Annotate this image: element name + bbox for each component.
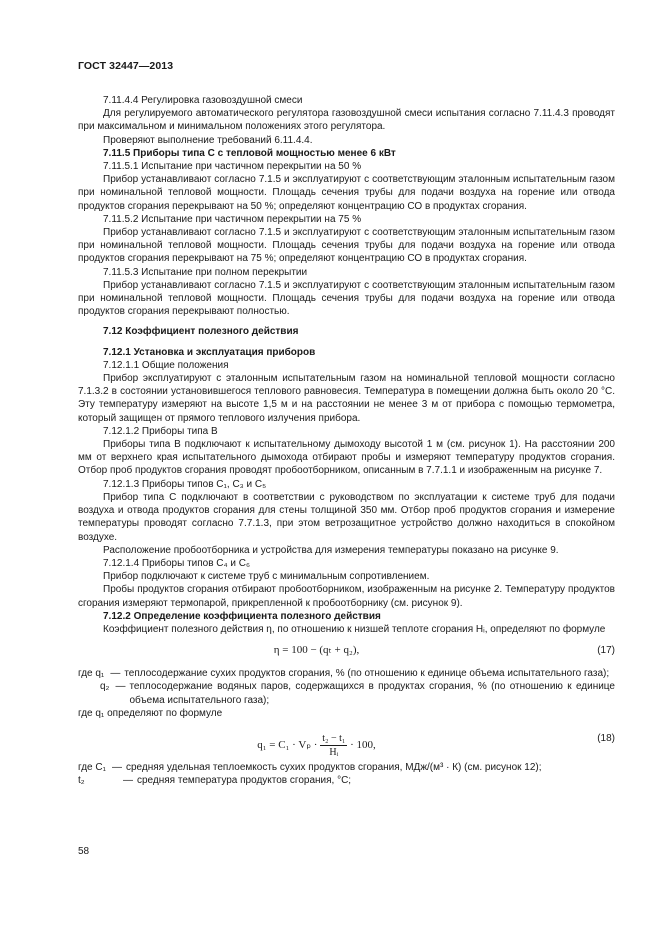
paragraph: Прибор устанавливают согласно 7.1.5 и эксплуатируют с соответствующим эталонным испытательным газом при номинальной тепловой мощности. Площадь сечения трубы для подачи воздуха на горение или отвода продуктов сгорания перекрывают на 50 %; определяют концентрацию СО в продуктах сгорания. xyxy=(78,174,615,212)
formula-17 xyxy=(78,640,615,662)
legend-item xyxy=(78,761,615,774)
legend-item xyxy=(78,680,615,706)
clause-title: 7.11.5.1 Испытание при частичном перекрытии на 50 % xyxy=(103,161,362,173)
clause-title: 7.12.1.2 Приборы типа В xyxy=(103,425,218,437)
fraction-numerator: t₂ − t₁ xyxy=(320,732,347,746)
formula-rhs: · 100, xyxy=(350,739,376,752)
paragraph: Пробы продуктов сгорания отбирают пробоотборником, изображенным на рисунке 2. Температуру продуктов сгорания измеряют термопарой, прикрепленной к пробоотборнику (см. рисунок 9). xyxy=(78,584,615,609)
formula-expression xyxy=(78,732,555,759)
formula-fraction xyxy=(320,732,347,759)
legend-item xyxy=(78,774,615,787)
clause-title: 7.11.4.4 Регулировка газовоздушной смеси xyxy=(103,95,303,106)
legend-item xyxy=(78,667,615,680)
legend-symbol: q₂ xyxy=(100,681,110,693)
paragraph: Прибор подключают к системе труб с минимальным сопротивлением. xyxy=(103,571,430,583)
legend-symbol: t₂ xyxy=(78,775,85,787)
paragraph: где q₁ определяют по формуле xyxy=(78,707,223,719)
formula-18 xyxy=(78,723,615,759)
paragraph: Прибор эксплуатируют с эталонным испытательным газом на номинальной тепловой мощности согласно 7.1.3.2 в состоянии установившегося теплового равновесия. Температура в помещении должна быть около 20 °С. Эту температуру измеряют на высоте 1,5 м и на расстоянии не менее 3 м от прибора с помощью термометра, который защищен от прямого теплового излучения прибора. xyxy=(78,373,615,424)
paragraph: Прибор типа С подключают в соответствии с руководством по эксплуатации к системе труб для подачи воздуха и отвода продуктов сгорания для стены толщиной 350 мм. Отбор проб продуктов сгорания и измерение температуры проводят согласно 7.7.1.3, при этом ветрозащитное устройство должно находиться в спокойном воздухе. xyxy=(78,491,615,543)
section-heading: 7.12.2 Определение коэффициента полезного действия xyxy=(103,610,381,622)
section-heading: 7.11.5 Приборы типа С с тепловой мощностью менее 6 кВт xyxy=(103,147,396,159)
legend-text: средняя температура продуктов сгорания, °С; xyxy=(137,775,352,787)
formula-expression: η = 100 − (qₜ + q₂), xyxy=(273,644,360,657)
clause-title: 7.12.1.3 Приборы типов С₁, С₃ и С₅ xyxy=(103,478,267,490)
clause-title: 7.12.1.4 Приборы типов С₄ и С₆ xyxy=(103,557,251,569)
formula-lhs: q₁ = C₁ · Vₚ · xyxy=(257,739,318,752)
paragraph: Для регулируемого автоматического регулятора газовоздушной смеси испытания согласно 7.11.4.3 проводят при максимальном и минимальном положениях этого регулятора. xyxy=(78,108,615,133)
legend-text: теплосодержание водяных паров, содержащихся в продуктах сгорания, % (по отношению к единице объема испытательного газа); xyxy=(129,681,615,706)
page-number: 58 xyxy=(78,846,90,857)
fraction-denominator: Hᵢ xyxy=(329,747,339,759)
legend-text: средняя удельная теплоемкость сухих продуктов сгорания, МДж/(м³ · К) (см. рисунок 12); xyxy=(125,761,542,773)
document-body xyxy=(78,94,615,787)
section-heading: 7.12.1 Установка и эксплуатация приборов xyxy=(103,346,316,358)
paragraph: Прибор устанавливают согласно 7.1.5 и эксплуатируют с соответствующим эталонным испытательным газом при номинальной тепловой мощности. Площадь сечения трубы для подачи воздуха на горение или отвода продуктов сгорания перекрывают на 75 %; определяют концентрацию СО в продуктах сгорания. xyxy=(78,227,615,265)
legend-dash: — xyxy=(111,761,122,773)
paragraph: Коэффициент полезного действия η, по отношению к низшей теплоте сгорания Hᵢ, определяют по формуле xyxy=(103,623,606,635)
legend-symbol: где q₁ xyxy=(78,668,105,680)
document-header: ГОСТ 32447—2013 xyxy=(78,60,174,72)
formula-number: (18) xyxy=(597,732,615,744)
paragraph: Прибор устанавливают согласно 7.1.5 и эксплуатируют с соответствующим эталонным испытательным газом при номинальной тепловой мощности. Площадь сечения трубы для подачи воздуха на горение или отвода продуктов сгорания перекрывают полностью. xyxy=(78,279,615,318)
clause-title: 7.11.5.3 Испытание при полном перекрытии xyxy=(103,266,308,278)
paragraph: Приборы типа В подключают к испытательному дымоходу высотой 1 м (см. рисунок 1). На расстоянии 200 мм от верхнего края испытательного дымохода отбирают пробы и измеряют температуру продуктов сгорания. Отбор проб продуктов сгорания проводят пробоотборником, описанным в 7.7.1.1 и изображенным на рисунке 7. xyxy=(78,439,615,477)
legend-symbol: где C₁ xyxy=(78,761,106,773)
clause-title: 7.12.1.1 Общие положения xyxy=(103,359,229,371)
legend-dash: — xyxy=(123,775,133,787)
legend-dash: — xyxy=(110,668,121,680)
section-heading: 7.12 Коэффициент полезного действия xyxy=(103,326,299,338)
formula-number: (17) xyxy=(597,645,615,657)
legend-dash: — xyxy=(115,681,126,693)
clause-title: 7.11.5.2 Испытание при частичном перекрытии на 75 % xyxy=(103,213,362,225)
paragraph: Проверяют выполнение требований 6.11.4.4. xyxy=(103,134,313,146)
legend-text: теплосодержание сухих продуктов сгорания, % (по отношению к единице объема испытательного газа); xyxy=(124,668,610,680)
paragraph: Расположение пробоотборника и устройства для измерения температуры показано на рисунке 9. xyxy=(103,544,559,556)
